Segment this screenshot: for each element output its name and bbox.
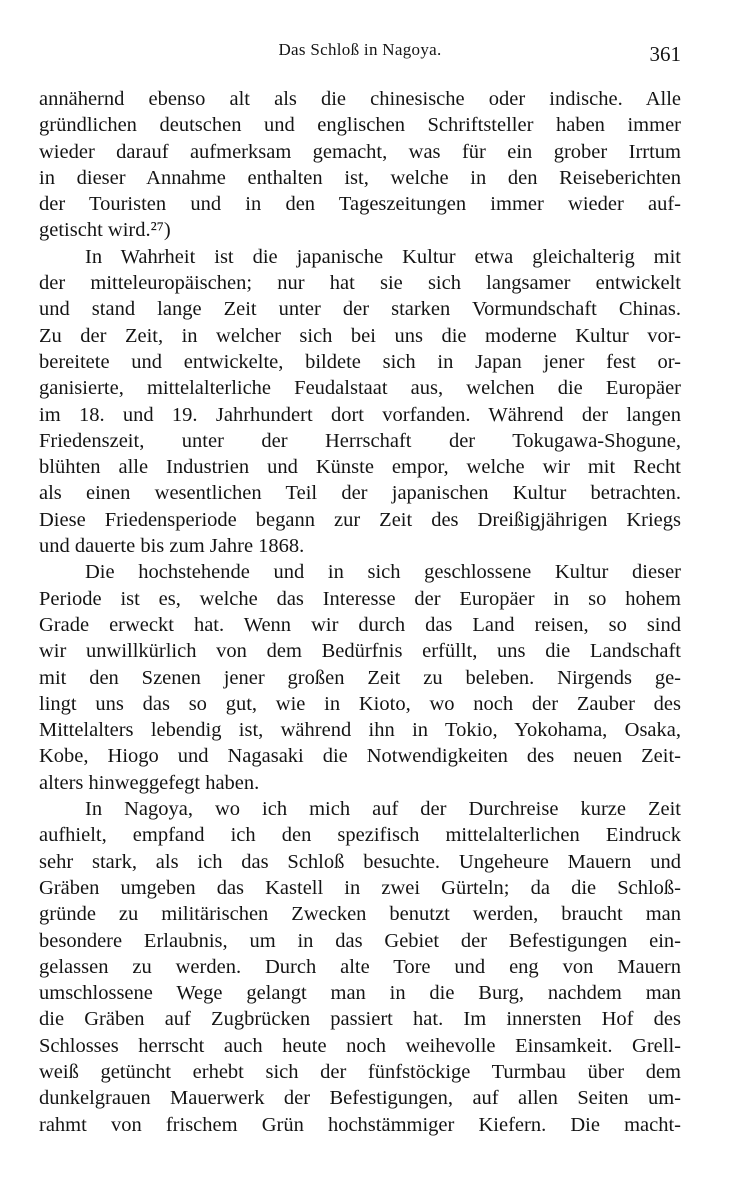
text-line: Periode ist es, welche das Interesse der Europäer in so hohem xyxy=(39,587,681,610)
text-line: als einen wesentlichen Teil der japanischen Kultur betrachten. xyxy=(39,482,681,505)
text-line: in dieser Annahme enthalten ist, welche in den Reiseberichten xyxy=(39,166,681,189)
text-line: wir unwillkürlich von dem Bedürfnis erfüllt, uns die Landschaft xyxy=(39,640,681,663)
text-line: bereitete und entwickelte, bildete sich in Japan jener fest or- xyxy=(39,350,681,373)
page-number: 361 xyxy=(649,42,681,66)
paragraph xyxy=(39,796,681,1138)
text-line: Diese Friedensperiode begann zur Zeit des Dreißigjährigen Kriegs xyxy=(39,508,681,531)
text-line: Grade erweckt hat. Wenn wir durch das Land reisen, so sind xyxy=(39,613,681,636)
text-line: In Nagoya, wo ich mich auf der Durchreise kurze Zeit xyxy=(85,798,681,821)
text-line: wieder darauf aufmerksam gemacht, was für ein grober Irrtum xyxy=(39,140,681,163)
text-line: aufhielt, empfand ich den spezifisch mittelalterlichen Eindruck xyxy=(39,824,681,847)
text-line: blühten alle Industrien und Künste empor, welche wir mit Recht xyxy=(39,456,681,479)
page-header xyxy=(39,38,681,66)
text-line: weiß getüncht erhebt sich der fünfstöckige Turmbau über dem xyxy=(39,1060,681,1083)
text-line: mit den Szenen jener großen Zeit zu beleben. Nirgends ge- xyxy=(39,666,681,689)
text-line: der Touristen und in den Tageszeitungen immer wieder auf- xyxy=(39,193,681,216)
text-line: Kobe, Hiogo und Nagasaki die Notwendigkeiten des neuen Zeit- xyxy=(39,745,681,768)
text-line: die Gräben auf Zugbrücken passiert hat. Im innersten Hof des xyxy=(39,1008,681,1031)
text-line: sehr stark, als ich das Schloß besuchte. Ungeheure Mauern und xyxy=(39,850,681,873)
paragraph xyxy=(39,86,681,244)
text-line: annähernd ebenso alt als die chinesische oder indische. Alle xyxy=(39,88,681,110)
text-line: lingt uns das so gut, wie in Kioto, wo noch der Zauber des xyxy=(39,692,681,715)
text-line: getischt wird.²⁷) xyxy=(39,219,171,242)
text-line: im 18. und 19. Jahrhundert dort vorfanden. Während der langen xyxy=(39,403,681,426)
text-line: dunkelgrauen Mauerwerk der Befestigungen, auf allen Seiten um- xyxy=(39,1087,681,1110)
text-line: Zu der Zeit, in welcher sich bei uns die moderne Kultur vor- xyxy=(39,324,681,347)
text-line: Gräben umgeben das Kastell in zwei Gürteln; da die Schloß- xyxy=(39,876,681,899)
text-line: ganisierte, mittelalterliche Feudalstaat aus, welchen die Europäer xyxy=(39,377,681,400)
text-line: Friedenszeit, unter der Herrschaft der Tokugawa-Shogune, xyxy=(39,429,681,452)
text-line: und dauerte bis zum Jahre 1868. xyxy=(39,535,305,558)
body-text xyxy=(39,86,681,1138)
text-line: und stand lange Zeit unter der starken Vormundschaft Chinas. xyxy=(39,298,681,321)
paragraph xyxy=(39,244,681,560)
text-line: alters hinweggefegt haben. xyxy=(39,771,260,794)
paragraph xyxy=(39,559,681,796)
text-line: Mittelalters lebendig ist, während ihn in Tokio, Yokohama, Osaka, xyxy=(39,719,681,742)
text-line: gelassen zu werden. Durch alte Tore und eng von Mauern xyxy=(39,955,681,978)
text-line: gründe zu militärischen Zwecken benutzt werden, braucht man xyxy=(39,903,681,926)
text-line: gründlichen deutschen und englischen Schriftsteller haben immer xyxy=(39,114,681,137)
text-line: Die hochstehende und in sich geschlossene Kultur dieser xyxy=(85,561,681,584)
text-line: Schlosses herrscht auch heute noch weihevolle Einsamkeit. Grell- xyxy=(39,1034,681,1057)
text-line: der mitteleuropäischen; nur hat sie sich langsamer entwickelt xyxy=(39,272,681,295)
running-title: Das Schloß in Nagoya. xyxy=(278,40,442,59)
text-line: besondere Erlaubnis, um in das Gebiet der Befestigungen ein- xyxy=(39,929,681,952)
text-line: rahmt von frischem Grün hochstämmiger Kiefern. Die macht- xyxy=(39,1113,681,1136)
text-line: umschlossene Wege gelangt man in die Burg, nachdem man xyxy=(39,982,681,1005)
text-line: In Wahrheit ist die japanische Kultur etwa gleichalterig mit xyxy=(85,245,681,268)
